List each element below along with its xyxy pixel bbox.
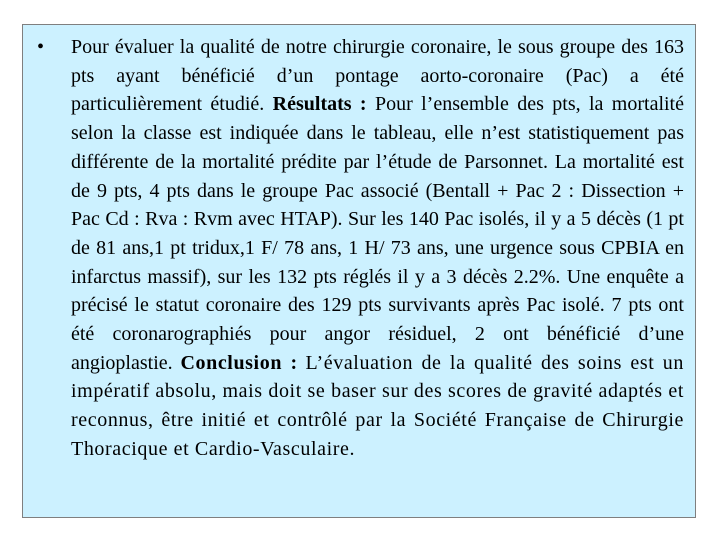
abstract-paragraph (71, 33, 684, 464)
conclusion-label: Conclusion : (180, 351, 298, 374)
text-box (22, 24, 696, 518)
conclusion-text: L’évaluation de la qualité des soins est un impératif absolu, mais doit se baser sur des scores de gravité adaptés et reconnus, être initié et contrôlé par la Société Française de Chirurgie Thoracique et Cardio-Vasculaire. (71, 351, 685, 460)
intro-text: Pour évaluer la qualité de notre chirurgie coronaire, le sous groupe des 163 pts ayant bénéficié d’un pontage aorto-coronaire (Pac) a été particulièrement étudié. (71, 36, 684, 116)
bullet-item (37, 33, 684, 464)
results-text: Pour l’ensemble des pts, la mortalité selon la classe est indiquée dans le tableau, elle n’est statistiquement pas différente de la mortalité prédite par l’étude de Parsonnet. La mortalité est de 9 pts, 4 pts dans le groupe Pac associé (Bentall + Pac 2 : Dissection + Pac Cd : Rva : Rvm avec HTAP). Sur les 140 Pac isolés, il y a 5 décès (1 pt de 81 ans,1 pt tridux,1 F/ 78 ans, 1 H/ 73 ans, une urgence sous CPBIA en infarctus massif), sur les 132 pts réglés il y a 3 décès 2.2%. Une enquête a précisé le statut coronaire des 129 pts survivants après Pac isolé. 7 pts ont été coronarographiés pour angor résiduel, 2 ont bénéficié d’une angioplastie. (71, 93, 684, 374)
bullet-marker: • (37, 36, 45, 58)
results-label: Résultats : (272, 93, 367, 116)
